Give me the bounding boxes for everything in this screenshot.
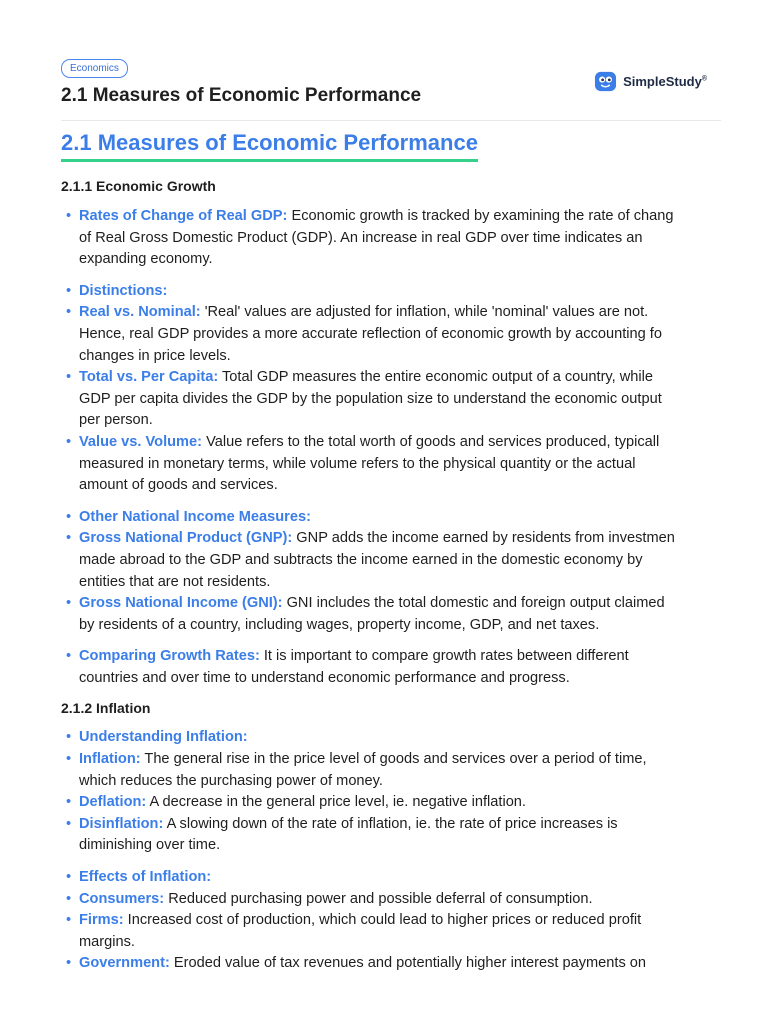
list-item-line [79,528,723,550]
economic-growth-list [61,206,723,689]
list-item [61,727,723,749]
term-text: Economic growth is tracked by examining the rate of chang [287,208,674,224]
subject-badge[interactable]: Economics [61,59,128,78]
term-label: Effects of Inflation: [79,869,212,886]
term-label: Value vs. Volume: [79,433,203,450]
term-text: The general rise in the price level of goods and services over a period of time, [140,751,647,768]
term-label: Distinctions: [79,282,168,299]
term-label: Firms: [79,912,124,929]
list-item [61,792,723,814]
page-header [61,58,721,121]
term-text: Reduced purchasing power and possible deferral of consumption. [164,890,593,907]
list-item-line [79,646,723,668]
list-item-line [79,367,723,389]
list-item-line [79,389,723,411]
list-item [61,206,723,271]
list-item-line [79,749,723,771]
term-text: of Real Gross Domestic Product (GDP). An increase in real GDP over time indicates an [79,229,643,246]
list-item-line [79,867,723,889]
list-item [61,889,723,911]
smiling-face-logo-icon [594,70,617,93]
list-item-line [79,249,723,271]
list-item [61,528,723,593]
term-label: Government: [79,955,170,972]
list-item-line [79,727,723,749]
list-item-line [79,889,723,911]
term-text: 'Real' values are adjusted for inflation, while 'nominal' values are not. [200,304,649,321]
list-item-line [79,228,723,250]
term-text: measured in monetary terms, while volume refers to the physical quantity or the actual [79,455,636,472]
list-item [61,302,723,367]
term-label: Disinflation: [79,815,164,832]
term-text: A decrease in the general price level, ie. negative inflation. [146,794,526,811]
list-item [61,507,723,529]
term-text: made abroad to the GDP and subtracts the income earned in the domestic economy by [79,551,643,568]
list-item-line [79,814,723,836]
list-item-line [79,572,723,594]
term-label: Real vs. Nominal: [79,304,201,321]
term-text: entities that are not residents. [79,573,271,590]
list-item [61,593,723,636]
term-text: GNI includes the total domestic and foreign output claimed [282,595,665,612]
list-item-line [79,792,723,814]
list-item-line [79,910,723,932]
term-text: Total GDP measures the entire economic output of a country, while [218,369,654,386]
term-text: GNP adds the income earned by residents from investmen [292,530,675,547]
list-item-line [79,835,723,857]
term-text: Increased cost of production, which could lead to higher prices or reduced profit [123,912,642,929]
brand-name: SimpleStudy® [623,74,707,89]
term-text: A slowing down of the rate of inflation, ie. the rate of price increases is [163,815,618,832]
spacer [61,271,723,281]
term-label: Understanding Inflation: [79,729,248,746]
list-item-line [79,302,723,324]
inflation-list [61,727,723,975]
section-title: 2.1 Measures of Economic Performance [61,130,478,162]
list-item-line [79,432,723,454]
list-item-line [79,593,723,615]
list-item-line [79,281,723,303]
list-item-line [79,346,723,368]
term-text: Eroded value of tax revenues and potentially higher interest payments on [169,955,647,972]
list-item-line [79,454,723,476]
term-text: Value refers to the total worth of goods and services produced, typicall [202,433,660,450]
list-item-line [79,475,723,497]
term-text: Hence, real GDP provides a more accurate reflection of economic growth by accounting fo [79,325,662,342]
list-item [61,749,723,792]
term-text: countries and over time to understand economic performance and progress. [79,669,570,686]
list-item-line [79,410,723,432]
term-label: Comparing Growth Rates: [79,648,260,665]
term-text: expanding economy. [79,251,213,268]
list-item [61,646,723,689]
subsection-heading-economic-growth: 2.1.1 Economic Growth [61,178,216,194]
term-text: diminishing over time. [79,837,221,854]
term-text: amount of goods and services. [79,477,278,494]
list-item-line [79,507,723,529]
document-title: 2.1 Measures of Economic Performance [61,85,422,106]
term-label: Gross National Income (GNI): [79,595,283,612]
spacer [61,857,723,867]
list-item [61,953,723,975]
list-item-line [79,932,723,954]
list-item [61,367,723,432]
term-text: GDP per capita divides the GDP by the population size to understand the economic output [79,390,662,407]
list-item [61,432,723,497]
term-label: Deflation: [79,794,147,811]
spacer [61,497,723,507]
list-item [61,867,723,889]
list-item [61,281,723,303]
subsection-heading-inflation: 2.1.2 Inflation [61,700,151,717]
list-item [61,814,723,857]
list-item-line [79,324,723,346]
list-item-line [79,668,723,690]
list-item-line [79,206,723,228]
document-body [61,130,723,1010]
list-item-line [79,615,723,637]
list-item [61,910,723,953]
list-item-line [79,953,723,975]
list-item-line [79,771,723,793]
term-text: by residents of a country, including wages, property income, GDP, and net taxes. [79,616,600,633]
spacer [61,636,723,646]
term-text: changes in price levels. [79,347,231,364]
term-text: It is important to compare growth rates between different [259,648,629,665]
term-label: Consumers: [79,890,165,907]
term-label: Rates of Change of Real GDP: [79,208,288,224]
list-item-line [79,550,723,572]
term-text: which reduces the purchasing power of money. [79,772,383,789]
term-text: per person. [79,412,153,429]
term-label: Total vs. Per Capita: [79,369,219,386]
term-label: Inflation: [79,751,141,768]
term-label: Other National Income Measures: [79,508,311,525]
term-text: margins. [79,933,135,950]
term-label: Gross National Product (GNP): [79,530,293,547]
brand-logo[interactable] [594,70,707,93]
